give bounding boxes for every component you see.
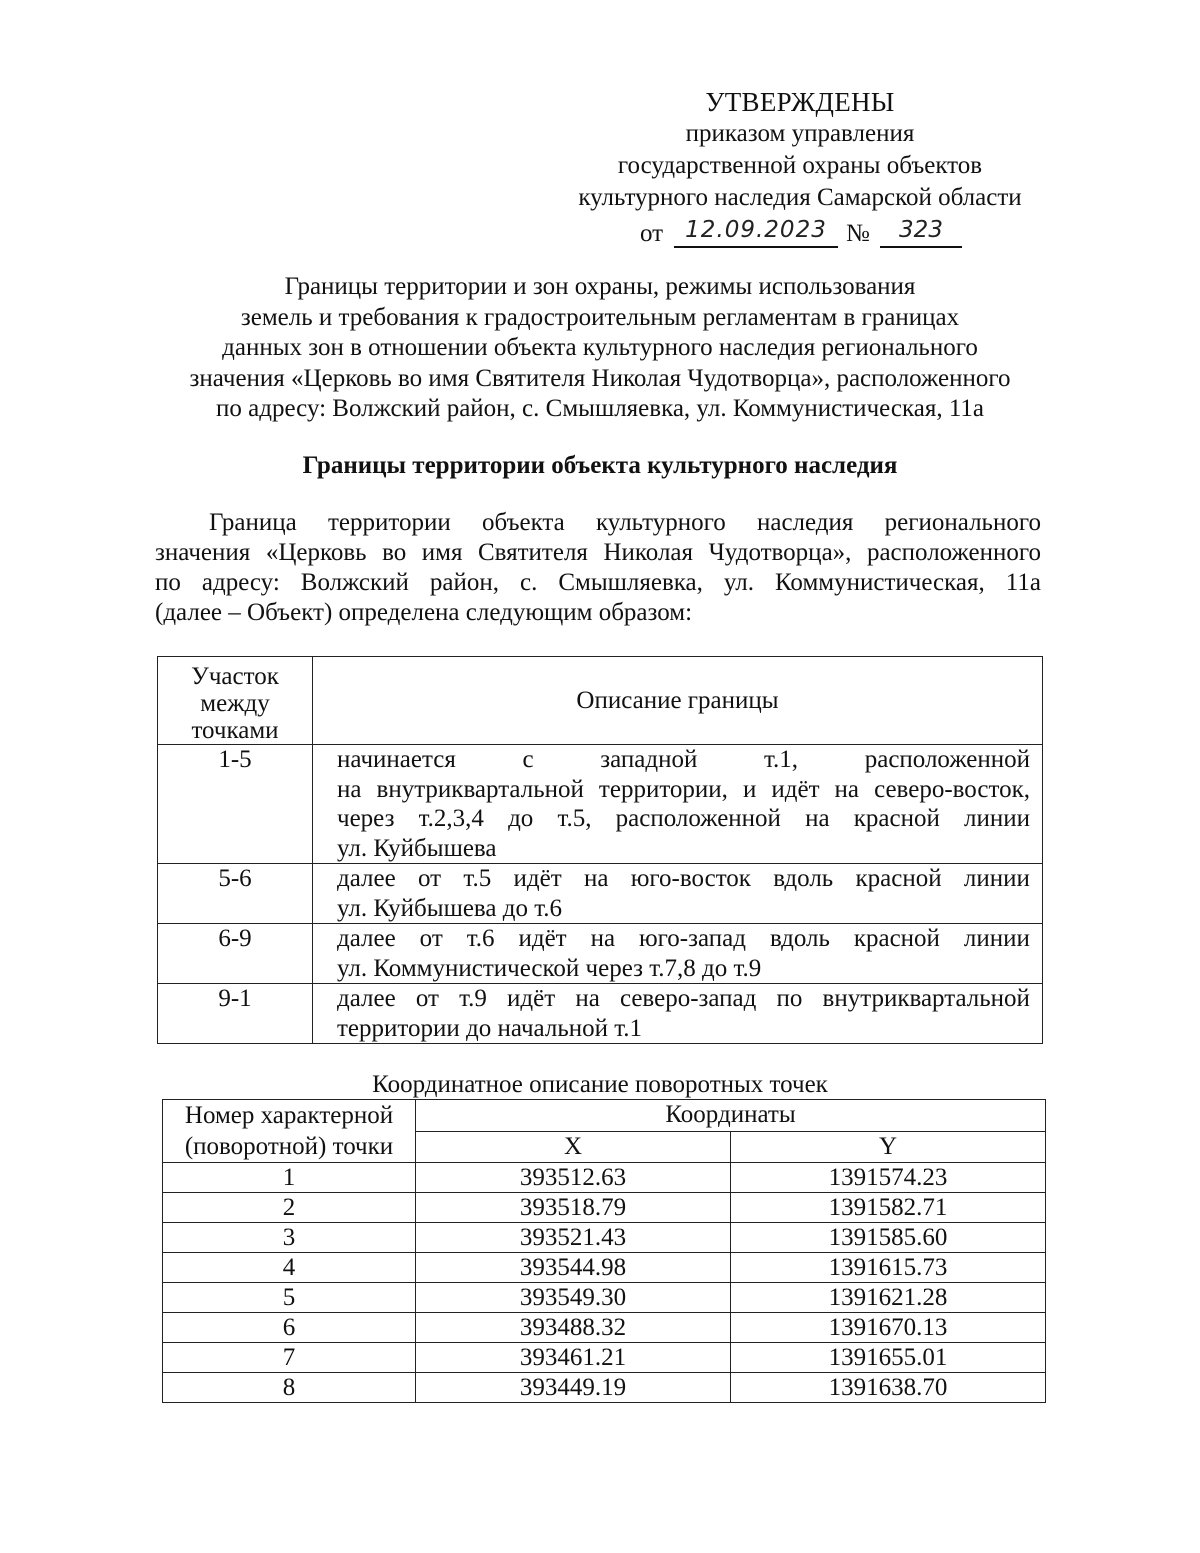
table-row: [158, 864, 1043, 924]
order-date-handwritten: 12.09.2023: [674, 214, 838, 248]
heading-line: земель и требования к градостроительным регламентам в границах: [240, 303, 960, 331]
x-value: 393488.32: [416, 1313, 731, 1343]
x-header: X: [416, 1131, 731, 1163]
y-value: 1391582.71: [731, 1193, 1046, 1223]
y-value: 1391585.60: [731, 1223, 1046, 1253]
coords-header: Координаты: [416, 1100, 1046, 1132]
x-value: 393461.21: [416, 1343, 731, 1373]
approval-line: государственной охраны объектов: [617, 152, 983, 179]
point-number: 2: [163, 1193, 416, 1223]
point-header: Номер характерной (поворотной) точки: [163, 1100, 416, 1163]
segment-cell: 1-5: [158, 745, 313, 864]
boundary-table: [157, 656, 1043, 1044]
paragraph-line: по адресу: Волжский район, с. Смышляевка, ул. Коммунистическая, 11а: [155, 569, 1041, 596]
table-row: [163, 1163, 1046, 1193]
table-row: [163, 1373, 1046, 1403]
x-value: 393549.30: [416, 1283, 731, 1313]
point-number: 3: [163, 1223, 416, 1253]
table-row: [163, 1343, 1046, 1373]
paragraph-line: (далее – Объект) определена следующим образом:: [155, 599, 693, 626]
paragraph-line: значения «Церковь во имя Святителя Николая Чудотворца», расположенного: [155, 539, 1041, 566]
table-row: [158, 924, 1043, 984]
x-value: 393449.19: [416, 1373, 731, 1403]
y-value: 1391638.70: [731, 1373, 1046, 1403]
table-header-row: [158, 657, 1043, 745]
y-value: 1391574.23: [731, 1163, 1046, 1193]
y-header: Y: [731, 1131, 1046, 1163]
description-cell: далее от т.6 идёт на юго-запад вдоль красной линии ул. Коммунистической через т.7,8 до т.9: [313, 924, 1043, 984]
approval-title: УТВЕРЖДЕНЫ: [705, 87, 895, 117]
table-row: [163, 1253, 1046, 1283]
table-row: [163, 1283, 1046, 1313]
heading-line: значения «Церковь во имя Святителя Николая Чудотворца», расположенного: [189, 364, 1011, 392]
x-value: 393521.43: [416, 1223, 731, 1253]
segment-header: Участок между точками: [158, 657, 313, 745]
segment-cell: 5-6: [158, 864, 313, 924]
x-value: 393544.98: [416, 1253, 731, 1283]
approval-line: приказом управления: [685, 120, 915, 147]
approval-line: культурного наследия Самарской области: [578, 184, 1022, 211]
number-prefix: №: [846, 220, 870, 247]
table-row: [158, 984, 1043, 1044]
point-number: 8: [163, 1373, 416, 1403]
paragraph-line: Граница территории объекта культурного наследия регионального: [209, 509, 1041, 536]
x-value: 393512.63: [416, 1163, 731, 1193]
point-number: 1: [163, 1163, 416, 1193]
y-value: 1391670.13: [731, 1313, 1046, 1343]
coordinates-caption: Координатное описание поворотных точек: [372, 1071, 828, 1098]
segment-cell: 6-9: [158, 924, 313, 984]
table-row: [163, 1313, 1046, 1343]
y-value: 1391615.73: [731, 1253, 1046, 1283]
document-heading: [120, 272, 1080, 425]
description-cell: начинается с западной т.1, расположенной на внутриквартальной территории, и идёт на северо-восток, через т.2,3,4 до т.5, расположенной на красной линии ул. Куйбышева: [313, 745, 1043, 864]
intro-paragraph: [155, 508, 1041, 628]
point-number: 7: [163, 1343, 416, 1373]
description-cell: далее от т.9 идёт на северо-запад по внутриквартальной территории до начальной т.1: [313, 984, 1043, 1044]
table-row: [163, 1223, 1046, 1253]
description-cell: далее от т.5 идёт на юго-восток вдоль красной линии ул. Куйбышева до т.6: [313, 864, 1043, 924]
y-value: 1391655.01: [731, 1343, 1046, 1373]
heading-line: Границы территории и зон охраны, режимы использования: [284, 273, 916, 300]
point-number: 5: [163, 1283, 416, 1313]
table-row: [163, 1193, 1046, 1223]
section-subheading: Границы территории объекта культурного наследия: [302, 452, 898, 479]
heading-line: данных зон в отношении объекта культурного наследия регионального: [222, 334, 978, 361]
heading-line: по адресу: Волжский район, с. Смышляевка, ул. Коммунистическая, 11а: [216, 395, 984, 422]
table-header-row: [163, 1100, 1046, 1132]
coordinates-table: [162, 1099, 1046, 1403]
table-row: [158, 745, 1043, 864]
description-header: Описание границы: [313, 657, 1043, 745]
approval-block: [560, 86, 1040, 250]
x-value: 393518.79: [416, 1193, 731, 1223]
date-prefix: от: [640, 220, 664, 247]
point-number: 4: [163, 1253, 416, 1283]
order-number-handwritten: 323: [880, 214, 962, 248]
order-date-line: [560, 214, 1040, 250]
segment-cell: 9-1: [158, 984, 313, 1044]
point-number: 6: [163, 1313, 416, 1343]
y-value: 1391621.28: [731, 1283, 1046, 1313]
